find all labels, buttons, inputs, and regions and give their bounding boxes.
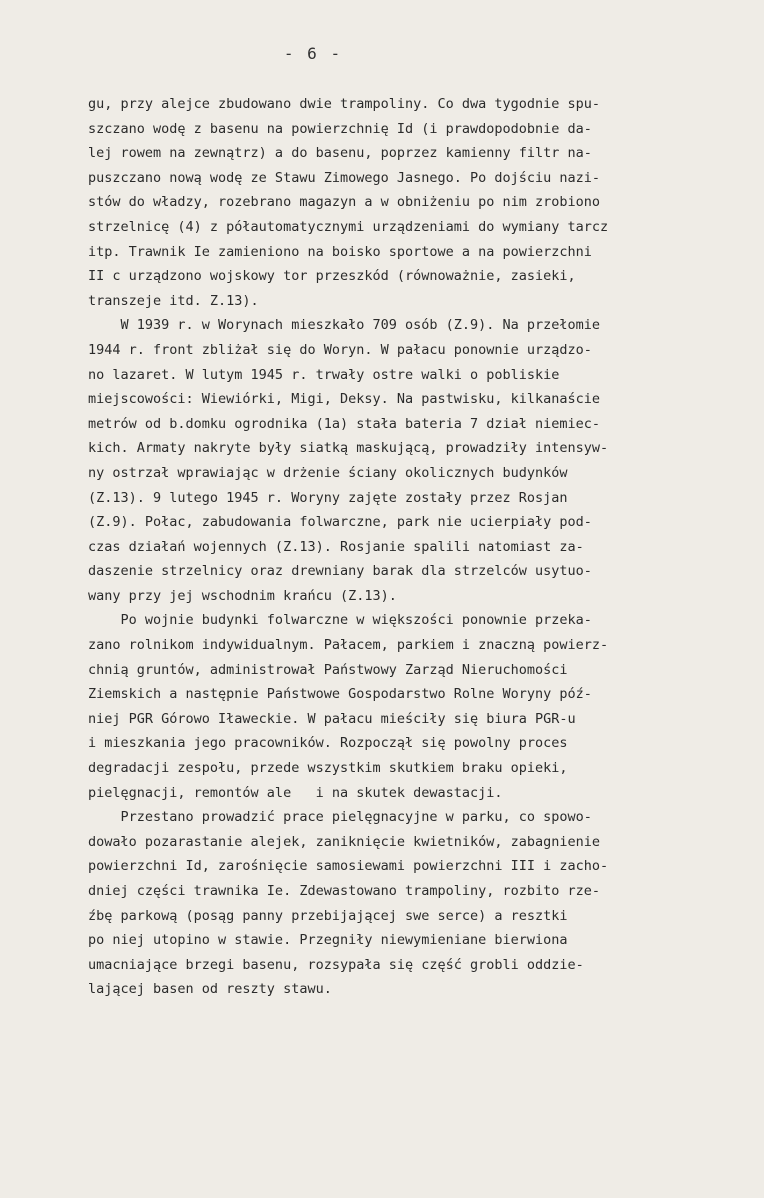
text-line: II c urządzono wojskowy tor przeszkód (równoważnie, zasieki, xyxy=(88,268,576,285)
text-line: Przestano prowadzić prace pielęgnacyjne w parku, co spowo- xyxy=(88,809,592,826)
text-line: miejscowości: Wiewiórki, Migi, Deksy. Na pastwisku, kilkanaście xyxy=(88,391,601,408)
text-line: powierzchni Id, zarośnięcie samosiewami powierzchni III i zacho- xyxy=(88,858,609,875)
text-line: no lazaret. W lutym 1945 r. trwały ostre walki o pobliskie xyxy=(88,366,560,383)
text-line: i mieszkania jego pracowników. Rozpoczął się powolny proces xyxy=(88,735,568,752)
text-line: W 1939 r. w Worynach mieszkało 709 osób (Z.9). Na przełomie xyxy=(88,317,601,334)
text-line: chnią gruntów, administrował Państwowy Zarząd Nieruchomości xyxy=(88,661,568,678)
text-line: degradacji zespołu, przede wszystkim skutkiem braku opieki, xyxy=(88,760,568,777)
text-line: zano rolnikom indywidualnym. Pałacem, parkiem i znaczną powierz- xyxy=(88,637,609,654)
body-text xyxy=(88,92,764,1002)
text-line: puszczano nową wodę ze Stawu Zimowego Jasnego. Po dojściu nazi- xyxy=(88,169,601,186)
text-line: niej PGR Górowo Iławeckie. W pałacu mieściły się biura PGR-u xyxy=(88,710,576,727)
text-line: 1944 r. front zbliżał się do Woryn. W pałacu ponownie urządzo- xyxy=(88,341,592,358)
text-line: czas działań wojennych (Z.13). Rosjanie spalili natomiast za- xyxy=(88,538,584,555)
text-line: lającej basen od reszty stawu. xyxy=(88,981,332,998)
text-line: lej rowem na zewnątrz) a do basenu, poprzez kamienny filtr na- xyxy=(88,145,592,162)
text-line: umacniające brzegi basenu, rozsypała się część grobli oddzie- xyxy=(88,956,584,973)
text-line: stów do władzy, rozebrano magazyn a w obniżeniu po nim zrobiono xyxy=(88,194,601,211)
text-line: pielęgnacji, remontów ale i na skutek dewastacji. xyxy=(88,784,503,801)
text-line: gu, przy alejce zbudowano dwie trampoliny. Co dwa tygodnie spu- xyxy=(88,96,601,112)
text-line: strzelnicę (4) z półautomatycznymi urządzeniami do wymiany tarcz xyxy=(88,218,609,235)
text-line: dniej części trawnika Ie. Zdewastowano trampoliny, rozbito rze- xyxy=(88,883,601,899)
text-line: wany przy jej wschodnim krańcu (Z.13). xyxy=(88,587,397,604)
text-line: Ziemskich a następnie Państwowe Gospodarstwo Rolne Woryny póź- xyxy=(88,686,592,703)
page-number: - 6 - xyxy=(283,44,343,63)
text-line: źbę parkową (posąg panny przebijającej swe serce) a resztki xyxy=(88,907,568,924)
text-line: Po wojnie budynki folwarczne w większości ponownie przeka- xyxy=(88,612,592,629)
text-line: dowało pozarastanie alejek, zaniknięcie kwietników, zabagnienie xyxy=(88,833,601,850)
text-line: po niej utopino w stawie. Przegniły niewymieniane bierwiona xyxy=(88,932,568,949)
text-line: (Z.13). 9 lutego 1945 r. Woryny zajęte zostały przez Rosjan xyxy=(88,489,568,506)
text-line: itp. Trawnik Ie zamieniono na boisko sportowe a na powierzchni xyxy=(88,243,592,260)
text-line: daszenie strzelnicy oraz drewniany barak dla strzelców usytuo- xyxy=(88,563,592,580)
text-line: ny ostrzał wprawiając w drżenie ściany okolicznych budynków xyxy=(88,464,568,481)
text-line: szczano wodę z basenu na powierzchnię Id (i prawdopodobnie da- xyxy=(88,120,592,137)
text-line: transzeje itd. Z.13). xyxy=(88,292,259,309)
text-line: (Z.9). Połac, zabudowania folwarczne, park nie ucierpiały pod- xyxy=(88,514,592,531)
text-line: metrów od b.domku ogrodnika (1a) stała bateria 7 dział niemiec- xyxy=(88,415,601,432)
text-line: kich. Armaty nakryte były siatką maskującą, prowadziły intensyw- xyxy=(88,440,609,457)
